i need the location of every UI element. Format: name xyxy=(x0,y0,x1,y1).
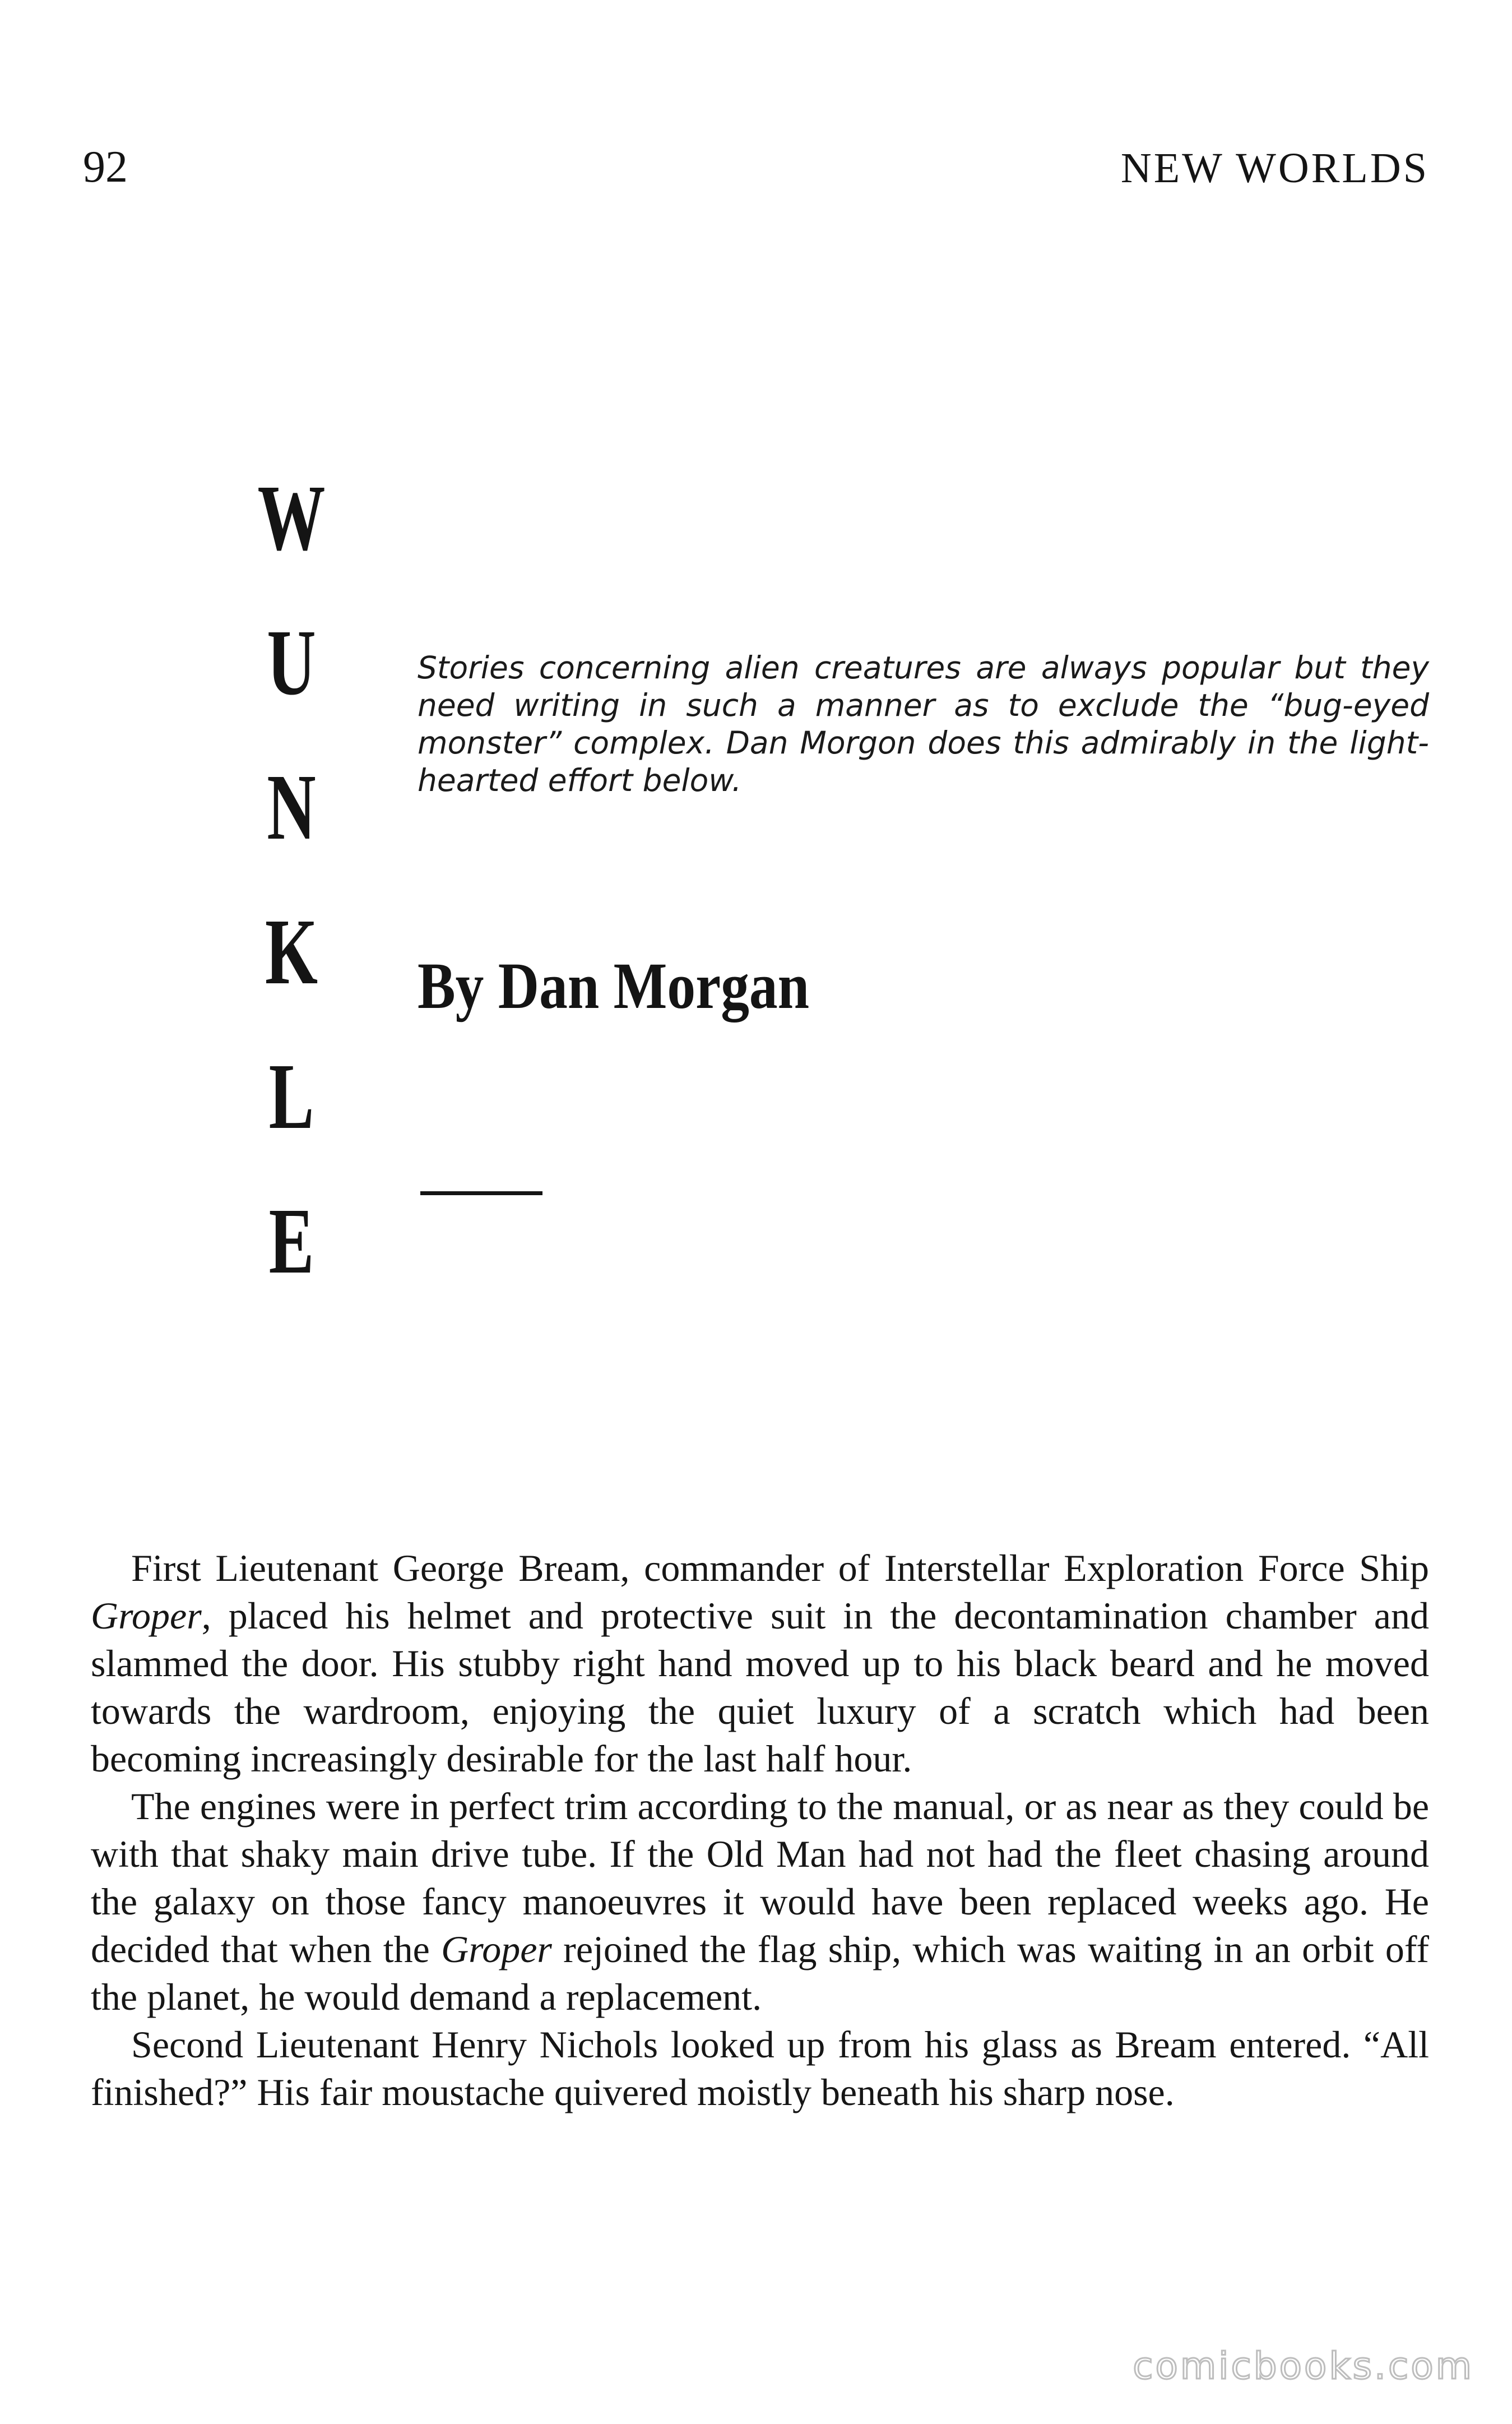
paragraph-text: First Lieutenant George Bream, commander of Interstellar Exploration Force Ship xyxy=(131,1547,1429,1589)
page-number: 92 xyxy=(83,142,128,192)
paragraph-text: The engines were in perfect trim according to the manual, or as near as they could be with that shaky main drive tube. If the Old Man had not had the fleet chasing around the galaxy on those fancy manoeuvres it would have been replaced weeks ago. He decided that when the xyxy=(91,1785,1429,1970)
title-letter: E xyxy=(268,1189,314,1293)
byline: By Dan Morgan xyxy=(418,949,810,1023)
title-letter: W xyxy=(257,466,326,570)
paragraph xyxy=(91,2021,1429,2116)
ship-name: Groper xyxy=(441,1928,552,1970)
paragraph-text: , placed his helmet and protective suit in the decontamination chamber and slammed the door. His stubby right hand moved up to his black beard and he moved towards the wardroom, enjoying the quiet luxury of a scratch which had been becoming increasingly desirable for the last half hour. xyxy=(91,1594,1429,1780)
watermark: comicbooks.com xyxy=(1133,2344,1474,2388)
divider-rule xyxy=(420,1191,542,1195)
title-letter: K xyxy=(265,900,318,1004)
title-letter: N xyxy=(267,755,316,859)
story-title xyxy=(235,466,347,1339)
running-head: NEW WORLDS xyxy=(1120,145,1429,192)
story-body xyxy=(91,1544,1429,2116)
title-letter: U xyxy=(267,610,316,715)
paragraph xyxy=(91,1544,1429,1783)
paragraph-text: Second Lieutenant Henry Nichols looked up from his glass as Bream entered. “All finished?” His fair moustache quivered moistly beneath his sharp nose. xyxy=(91,2023,1429,2113)
paragraph-text: rejoined the flag ship, which was waiting in an orbit off the planet, he would demand a replacement. xyxy=(91,1928,1429,2018)
ship-name: Groper xyxy=(91,1594,202,1637)
story-intro: Stories concerning alien creatures are always popular but they need writing in such a manner as to exclude the “bug-eyed monster” complex. Dan Morgon does this admirably in the light-hearted effort below. xyxy=(418,650,1429,798)
paragraph xyxy=(91,1783,1429,2021)
title-letter: L xyxy=(268,1044,314,1149)
